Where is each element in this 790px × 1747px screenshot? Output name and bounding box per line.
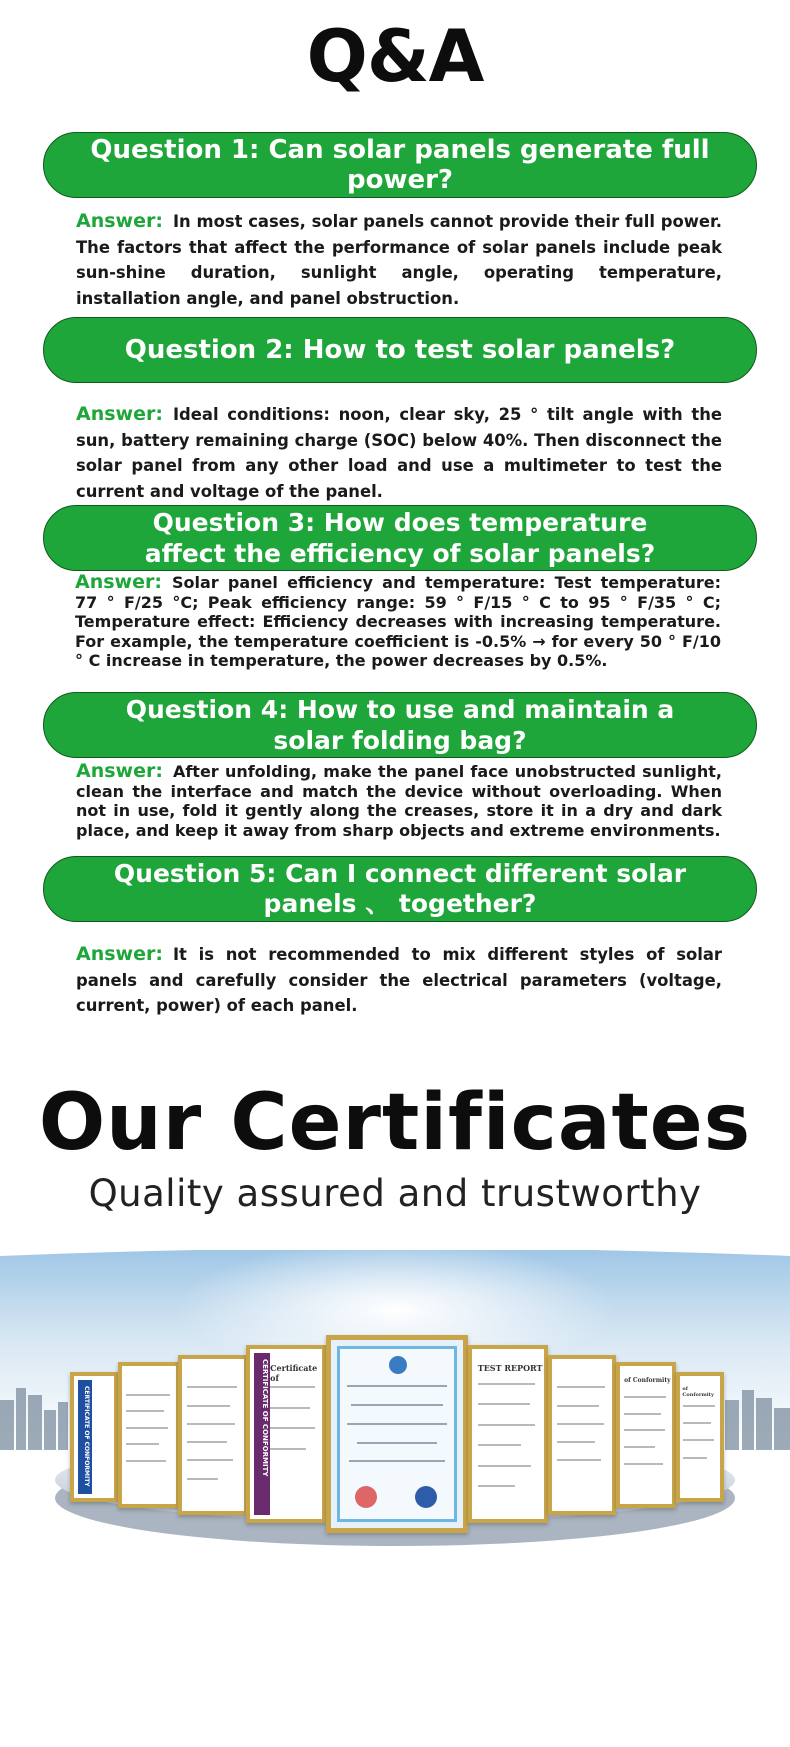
answer-1-text: In most cases, solar panels cannot provide their full power. The factors that affect the performance of solar panels include peak sun-shine duration, sunlight angle, operating temperature, installation angle, and panel obstruction.	[76, 212, 722, 308]
answer-4-text: After unfolding, make the panel face unobstructed sunlight, clean the interface and match the device without overloading. When not in use, fold it gently along the creases, store it in a dry and dark place, and keep it away from sharp objects and extreme environments.	[76, 762, 722, 840]
certificate-doc-8	[616, 1362, 676, 1508]
answer-1-label: Answer:	[76, 210, 163, 232]
answer-5-text: It is not recommended to mix different styles of solar panels and carefully consider the electrical parameters (voltage, current, power) of each panel.	[76, 945, 722, 1015]
answer-4	[76, 762, 722, 840]
question-4-text: Question 4: How to use and maintain a solar folding bag?	[125, 695, 675, 755]
answer-1	[76, 209, 722, 311]
question-1-pill	[43, 132, 757, 198]
certificate-doc-9	[676, 1372, 724, 1502]
certificate-doc-3	[178, 1355, 248, 1515]
certificate-doc-7	[548, 1355, 616, 1515]
question-4-pill	[43, 692, 757, 758]
question-2-pill	[43, 317, 757, 383]
doc-8-header: of Conformity	[624, 1377, 671, 1385]
question-5-text: Question 5: Can I connect different solar panels 、 together?	[113, 859, 687, 918]
answer-2	[76, 402, 722, 504]
qa-title: Q&A	[306, 14, 484, 98]
certificate-doc-center	[326, 1335, 468, 1533]
question-5-pill	[43, 856, 757, 922]
answer-3-text: Solar panel efficiency and temperature: Test temperature: 77 ° F/25 °C; Peak efficiency range: 59 ° F/15 ° C to 95 ° F/35 ° C; Temperature effect: Efficiency decreases with increasing temperature. For example, the temperature coefficient is -0.5% → for every 50 ° F/10 ° C increase in temperature, the power decreases by 0.5%.	[75, 573, 721, 670]
answer-2-text: Ideal conditions: noon, clear sky, 25 ° tilt angle with the sun, battery remaining charge (SOC) below 40%. Then disconnect the solar panel from any other load and use a multimeter to test the current and voltage of the panel.	[76, 405, 722, 501]
answer-3	[75, 573, 721, 671]
question-3-text: Question 3: How does temperature affect the efficiency of solar panels?	[144, 508, 656, 568]
certificate-doc-4	[246, 1345, 326, 1523]
answer-4-label: Answer:	[76, 760, 163, 782]
certificates-title: Our Certificates	[38, 1078, 752, 1168]
answer-3-label: Answer:	[75, 571, 162, 593]
certificates-showcase	[0, 1250, 790, 1550]
doc-4-label: CERTIFICATE OF CONFORMITY	[261, 1359, 269, 1477]
certificate-doc-6	[468, 1345, 548, 1523]
answer-5	[76, 942, 722, 1019]
doc-9-header: of Conformity	[682, 1385, 714, 1398]
doc-1-label: CERTIFICATE OF CONFORMITY	[83, 1386, 90, 1487]
doc-6-header: TEST REPORT	[477, 1362, 543, 1373]
answer-5-label: Answer:	[76, 943, 163, 965]
certificate-doc-2	[118, 1362, 180, 1508]
question-1-text: Question 1: Can solar panels generate full power?	[90, 135, 710, 195]
question-2-text: Question 2: How to test solar panels?	[124, 335, 676, 365]
certificates-subtitle: Quality assured and trustworthy	[88, 1172, 702, 1215]
certificate-doc-1	[70, 1372, 118, 1502]
question-3-pill	[43, 505, 757, 571]
doc-4-header: Certificate of	[270, 1362, 318, 1383]
answer-2-label: Answer:	[76, 403, 163, 425]
